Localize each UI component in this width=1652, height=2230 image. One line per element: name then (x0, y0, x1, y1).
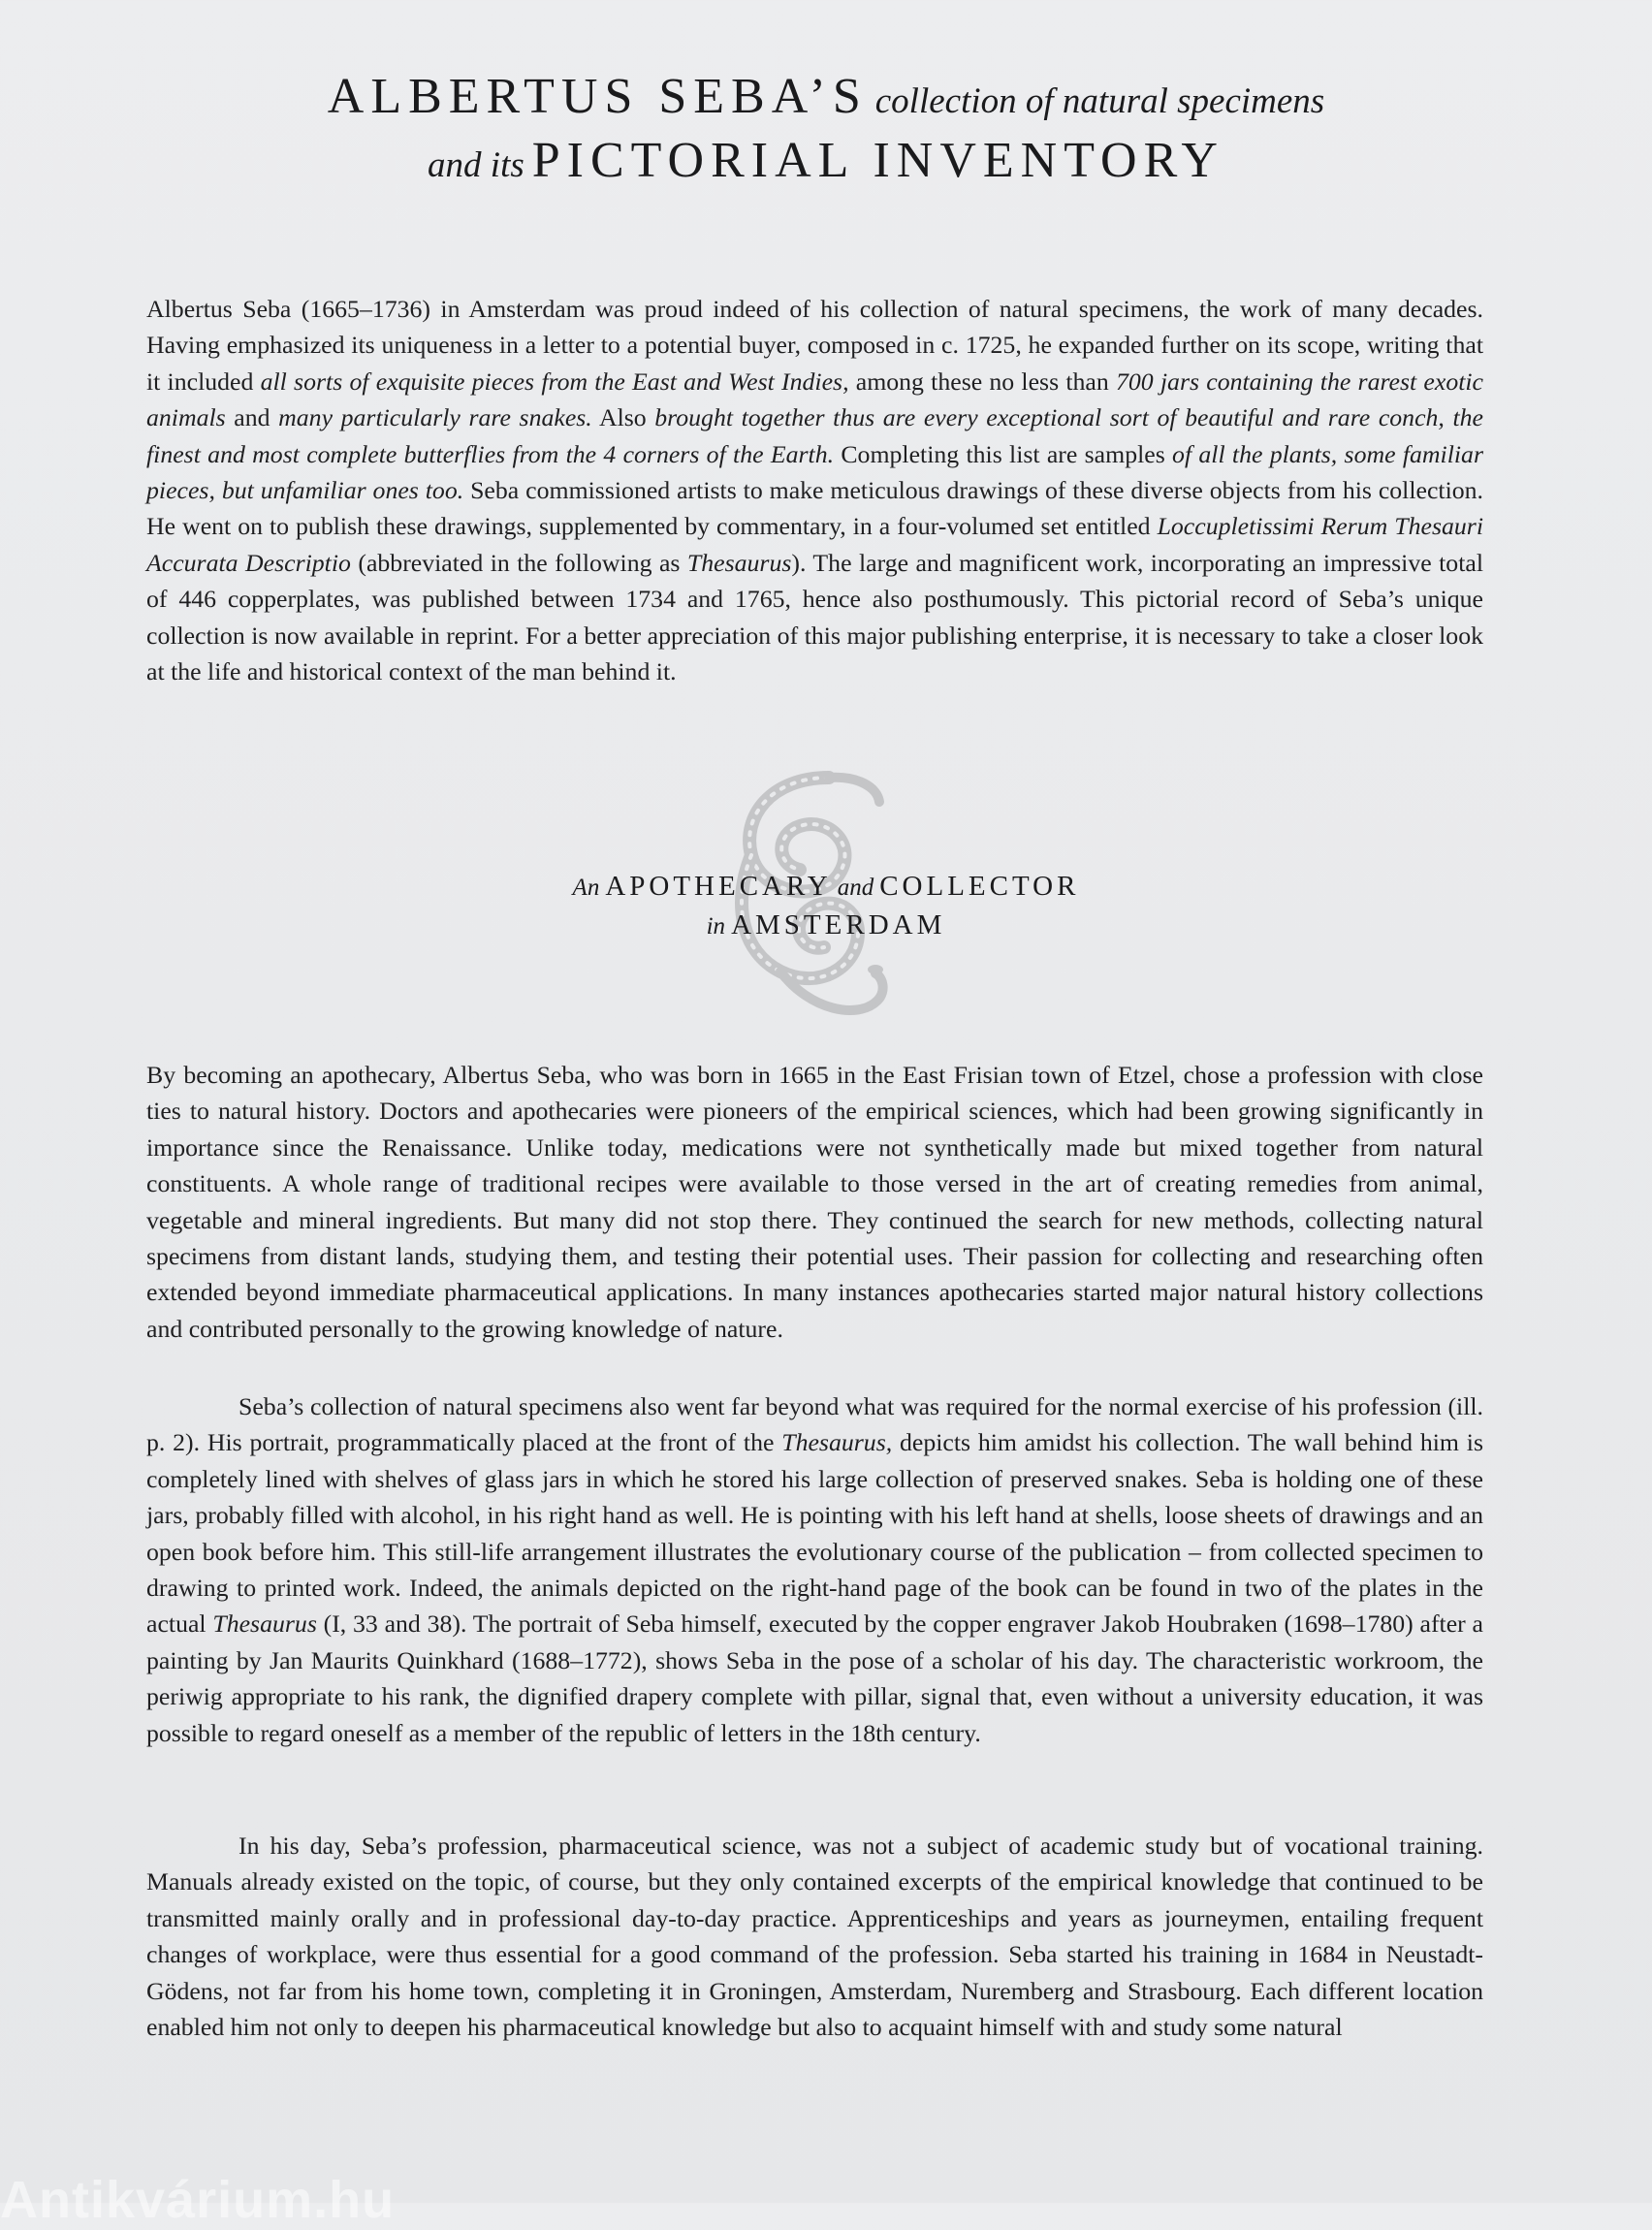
body-p2-thesaurus-1: Thesaurus, (781, 1428, 893, 1457)
section-heading-collector: COLLECTOR (879, 871, 1080, 902)
page-title-line-2 (0, 132, 1652, 189)
body-paragraph-3: In his day, Seba’s profession, pharmaceutical science, was not a subject of academic study but of vocational training. Manuals already existed on the topic, of course, but they only contained excerpts of the empirical knowledge that continued to be transmitted mainly orally and in professional day-to-day practice. Apprenticeships and years as journeymen, entailing frequent changes of workplace, were thus essential for a good command of the profession. Seba started his training in 1684 in Neustadt-Gödens, not far from his home town, completing it in Groningen, Amsterdam, Nuremberg and Strasbourg. Each different location enabled him not only to deepen his pharmaceutical knowledge but also to acquaint himself with and study some natural (146, 1832, 1483, 2042)
intro-text-5: Completing this list are samples (834, 439, 1173, 468)
intro-text-8: ). The large and magnificent work, incorporating an impressive total of 446 copperplates, was published between 1734 and 1765, hence also posthumously. This pictorial record of Seba’s unique collection is now available in reprint. For a better appreciation of this major publishing enterprise, it is necessary to take a closer look at the life and historical context of the man behind it. (146, 548, 1483, 686)
intro-text-1: Albertus Seba (1665–1736) in Amsterdam was proud indeed of his collection of natural specimens, the work of many decades. Having emphasized its uniqueness in a letter to a potential buyer, composed in c. 1725, he expanded further on its scope, writing that it included (146, 295, 1483, 396)
body-paragraph-1: By becoming an apothecary, Albertus Seba, who was born in 1665 in the East Frisian town of Etzel, chose a profession with close ties to natural history. Doctors and apothecaries were pioneers of the empirical sciences, which had been growing significantly in importance since the Renaissance. Unlike today, medications were not synthetically made but mixed together from natural constituents. A whole range of traditional recipes were available to those versed in the art of creating remedies from animal, vegetable and mineral ingredients. But many did not stop there. They continued the search for new methods, collecting natural specimens from distant lands, studying them, and testing their potential uses. Their passion for collecting and researching often extended beyond immediate pharmaceutical applications. In many instances apothecaries started major natural history collections and contributed personally to the growing knowledge of nature. (146, 1061, 1483, 1343)
intro-quote-3: many particularly rare snakes. (278, 403, 592, 432)
intro-text-3: and (225, 403, 279, 432)
intro-book-title: Loccupletissimi Rerum Thesauri Accurata Descriptio (146, 512, 1483, 577)
title-italic-phrase: collection of natural specimens (874, 81, 1325, 121)
section-heading-amsterdam: AMSTERDAM (731, 909, 946, 940)
intro-quote-2: 700 jars containing the rarest exotic animals (146, 366, 1484, 432)
body-p2-text-3: (I, 33 and 38). The portrait of Seba himself, executed by the copper engraver Jakob Houbraken (1698–1780) after a painting by Jan Maurits Quinkhard (1688–1772), shows Seba in the pose of a scholar of his day. The characteristic workroom, the periwig appropriate to his rank, the dignified drapery complete with pillar, signal that, even without a university education, it was possible to regard oneself as a member of the republic of letters in the 18th century. (146, 1609, 1483, 1747)
watermark: Antikvárium.hu (0, 2171, 396, 2229)
intro-quote-1: all sorts of exquisite pieces from the East and West Indies, (260, 366, 849, 396)
section-heading-an: An (572, 875, 600, 901)
body-p2-text-1: Seba’s collection of natural specimens also went far beyond what was required for the normal exercise of his profession (ill. p. 2). His portrait, programmatically placed at the front of the (146, 1392, 1483, 1457)
body-p2-text-2: depicts him amidst his collection. The wall behind him is completely lined with shelves of glass jars in which he stored his large collection of preserved snakes. Seba is holding one of these jars, probably filled with alcohol, in his right hand as well. He is pointing with his left hand at shells, loose sheets of drawings and an open book before him. This still-life arrangement illustrates the evolutionary course of the publication – from collected specimen to drawing to printed work. Indeed, the animals depicted on the right-hand page of the book can be found in two of the plates in the actual (146, 1428, 1483, 1639)
intro-text-4: Also (591, 403, 655, 432)
intro-text-7: (abbreviated in the following as (350, 548, 687, 577)
body-paragraph-2 (146, 1388, 1483, 1751)
intro-quote-4: brought together thus are every exceptional sort of beautiful and rare conch, the finest and most complete butterflies from the 4 corners of the Earth. (146, 403, 1483, 468)
intro-quote-5: of all the plants, some familiar pieces, but unfamiliar ones too. (146, 439, 1483, 505)
coiled-snake-icon (713, 758, 906, 1049)
title-italic-connector: and its (428, 145, 524, 185)
section-heading-in: in (706, 913, 726, 940)
intro-thesaurus: Thesaurus (686, 548, 792, 577)
title-caps-name: ALBERTUS SEBA’S (327, 69, 868, 124)
page-title-line-1 (0, 68, 1652, 125)
title-caps-inventory: PICTORIAL INVENTORY (531, 133, 1224, 188)
intro-text-6: Seba commissioned artists to make meticulous drawings of these diverse objects from his collection. He went on to publish these drawings, supplemented by commentary, in a four-volumed set entitled (146, 476, 1483, 541)
body-p2-thesaurus-2: Thesaurus (212, 1609, 317, 1639)
section-heading-line-1 (0, 871, 1652, 903)
intro-text-2: among these no less than (848, 366, 1116, 396)
section-heading-apothecary: APOTHECARY (605, 871, 832, 902)
section-heading-and: and (837, 875, 874, 901)
section-heading-line-2 (0, 909, 1652, 941)
intro-paragraph (146, 291, 1483, 689)
